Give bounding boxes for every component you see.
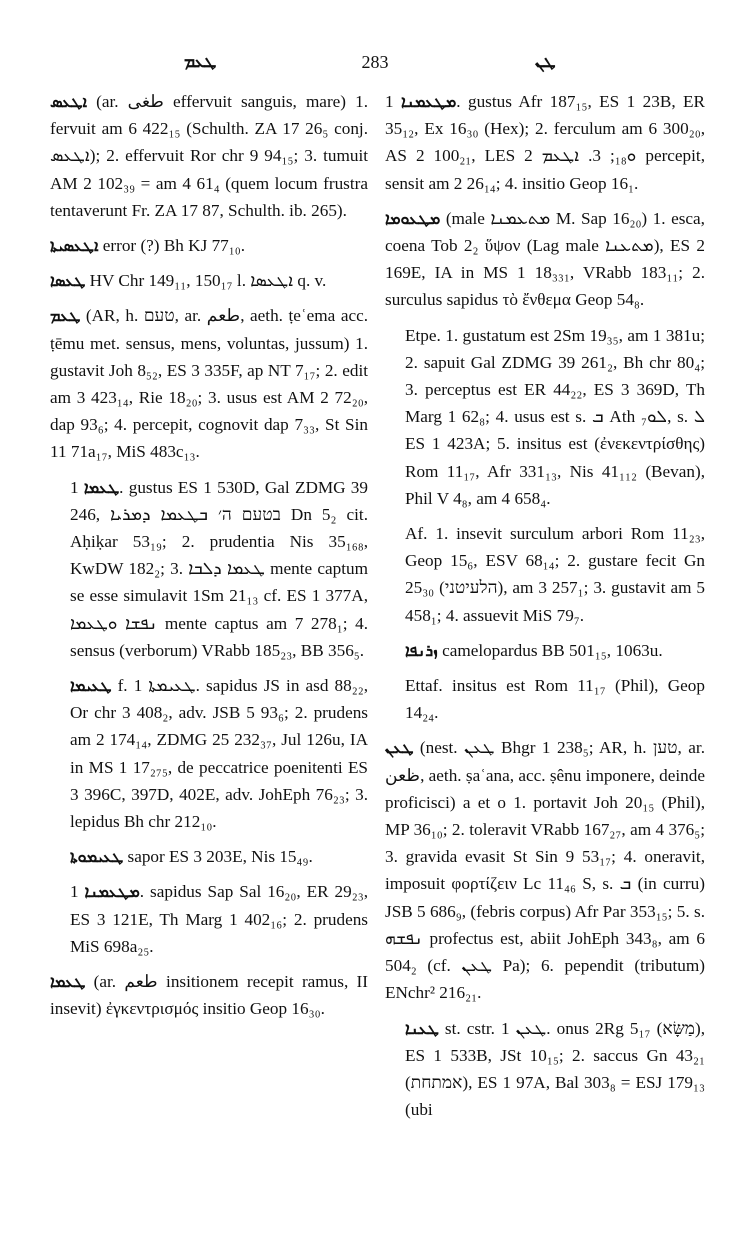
dictionary-subentry — [50, 843, 368, 870]
entry-lemma: ܛܥܝܡܐ — [70, 676, 112, 696]
dictionary-entry — [50, 88, 368, 224]
dictionary-entry — [50, 232, 368, 259]
dictionary-subentry — [50, 878, 368, 960]
entry-lemma: ܡܛܥܡܢܐ — [401, 92, 457, 111]
entry-text: camelopardus BB 501₁₅, 1063u. — [442, 640, 663, 660]
entry-text: 1. gustus Afr 187₁₅, ES 1 23B, ER 35₁₂, Ex 16₃₀ (Hex); 2. ferculum am 6 300₂₀, AS 2 100₂₁, LES 2 ܘ₁₈; 3. ܐܛܥܡ percepit, sensit am 2 26₁₄; 4. insitio Geop 16₁. — [385, 92, 705, 193]
dictionary-entry — [50, 302, 368, 465]
entry-lemma: ܛܥܢܐ — [405, 1018, 439, 1038]
entry-lemma: ܛܥܝܡܘܬܐ — [70, 847, 124, 867]
entry-lemma: ܛܥܢ — [385, 738, 414, 758]
entry-text: (nest. ܛܥܢ Bhgr 1 238₅; AR, h. טען, ar. ظعن, aeth. ṣaʿana, acc. ṣênu imponere, deinde proficisci) a et o 1. portavit Joh 20₁₅ (Phil), MP 36₁₀; 2. toleravit VRabb 167₂₇, am 4 376₅; 3. gravida evasit St Sin 9 53₁₇; 4. oneravit, imposuit φορτίζειν Lc 11₄₆ S, s. ܒ (in curru) JSB 5 686₉, (febris corpus) Afr Par 353₁₅; 5. s. ܢܦܫܗ profectus est, abiit JohEph 343₈, am 6 504₂ (cf. ܛܥܢ Pa); 6. pependit (tributum) ENchr² 216₂₁. — [385, 738, 705, 1003]
entry-text: (ar. طعم insitionem recepit ramus, II insevit) ἐγκεντρισμός insitio Geop 16₃₀. — [50, 972, 368, 1019]
entry-text: HV Chr 149₁₁, 150₁₇ l. ܐܛܥܣܐ q. v. — [89, 271, 327, 291]
entry-lemma: ܐܛܥܣ — [50, 92, 87, 111]
entry-lemma: ܛܥܡܐ — [83, 477, 120, 497]
running-head-left: ܛܥܡ — [184, 52, 217, 72]
entry-text: Af. 1. insevit surculum arbori Rom 11₂₃, Geop 15₆, ESV 68₁₄; 2. gustare fecit Gn 25₃₀ (הלעיטני), am 3 257₁; 3. gustavit am 5 458₁; 4. assuevit MiS 79₇. — [405, 524, 705, 625]
page-number: 283 — [361, 52, 389, 72]
entry-lemma: ܡܛܥܡܢܐ — [84, 882, 140, 902]
entry-text: (ar. طغى effervuit sanguis, mare) 1. fervuit am 6 422₁₅ (Schulth. ZA 17 26₅ conj. ܐܛܥܣ); 2. effervuit Ror chr 9 94₁₅; 3. tumuit AM 2 102₃₉ = am 4 61₄ (quem locum frustra tentaverunt Fr. ZA 17 87, Schulth. ib. 265). — [50, 92, 369, 220]
dictionary-subentry — [385, 672, 705, 726]
dictionary-entry — [50, 267, 368, 294]
entry-text: (male ܡܬܥܡܢܐ M. Sap 16₂₀) 1. esca, coena Tob 2₂ ὕψον (Lag male ܡܬܥܢܐ), ES 2 169E, IA in MS 1 18₃₃₁, VRabb 183₁₁; 2. surculus sapidus τὸ ἔνθεμα Geop 54₈. — [385, 208, 705, 310]
entry-text: 1. sapidus Sap Sal 16₂₀, ER 29₂₃, ES 3 121E, Th Marg 1 402₁₆; 2. prudens MiS 698a₂₅. — [70, 882, 368, 956]
page-header — [0, 52, 750, 82]
dictionary-entry — [385, 88, 705, 197]
entry-text: Etpe. 1. gustatum est 2Sm 19₃₅, am 1 381u; 2. sapuit Gal ZDMG 39 261₂, Bh chr 80₄; 3. perceptus est ER 44₂₂, ES 3 369D, Th Marg 1 62₈; 4. usus est s. ܒ Ath ܠܘ₇, s. ܠ ES 1 423A; 5. insitus est (ἐνεκεντρίσθης) Rom 11₁₇, Afr 331₁₃, Nis 41₁₁₂ (Bevan), Phil V 4₈, am 4 658₄. — [405, 325, 706, 508]
left-column — [50, 88, 368, 1031]
dictionary-entry — [385, 734, 705, 1006]
dictionary-subentry — [50, 474, 368, 664]
dictionary-subentry — [385, 322, 705, 512]
entry-text: f. ܛܥܝܡܬܐ 1. sapidus JS in asd 88₂₂, Or chr 3 408₂, adv. JSB 5 93₆; 2. prudens am 2 174₁₄, ZDMG 25 232₃₇, Jul 126u, IA in MS 1 17₂₇₅, de peccatrice poenitenti ES 3 396C, 397D, 402E, adv. JohEph 76₂₃; 3. lepidus Bh chr 212₁₀. — [70, 676, 369, 832]
dictionary-subentry — [50, 672, 368, 835]
right-column — [385, 88, 705, 1131]
running-head-right: ܛܢ — [535, 52, 556, 72]
entry-lemma: ܛܥܡ — [50, 306, 81, 326]
dictionary-subentry — [385, 1015, 705, 1124]
dictionary-subentry — [385, 520, 705, 629]
entry-text: st. cstr. ܛܥܢ 1. onus 2Rg 5₁₇ (מַשָּׂא), ES 1 533B, JSt 10₁₅; 2. saccus Gn 43₂₁ (אמתחת), ES 1 97A, Bal 303₈ = ESJ 179₁₃ (ubi — [405, 1018, 706, 1120]
entry-lemma: ܛܥܡܐ — [50, 972, 86, 992]
entry-text: sapor ES 3 203E, Nis 15₄₉. — [127, 847, 313, 867]
dictionary-subentry — [385, 637, 705, 664]
dictionary-entry — [50, 968, 368, 1022]
entry-text: (AR, h. טעם, ar. طعم, aeth. ṭeʿema acc. ṭēmu met. sensus, mens, voluntas, jussum) 1. gustavit Joh 8₅₂, ES 3 335F, ap NT 7₁₇; 2. edit am 3 423₁₄, Rie 18₂₀; 3. usus est AM 2 72₂₀, dap 93₆; 4. percepit, cognovit dap 7₃₃, St Sin 11 71a₁₇, MiS 483c₁₃. — [50, 306, 369, 462]
entry-text: Ettaf. insitus est Rom 11₁₇ (Phil), Geop 14₂₄. — [405, 676, 705, 723]
entry-text: 1. gustus ES 1 530D, Gal ZDMG 39 246, בטעם ה׳ ܒܛܥܡܐ ܕܡܪܝܐ Dn 5₂ cit. Aḥiḳar 53₁₉; 2. prudentia Nis 35₁₆₈, KwDW 182₂; 3. ܛܥܡܐ ܕܠܒܐ mente captum se esse simulavit 1Sm 21₁₃ cf. ES 1 377A, ܢܦܫܐ ܘܛܥܡܐ mente captus am 7 278₁; 4. sensus (verborum) VRabb 185₂₃, BB 356₅. — [70, 477, 369, 660]
entry-lemma: ܡܛܥܘܡܐ — [385, 208, 441, 228]
dictionary-entry — [385, 205, 705, 314]
entry-text: error (?) Bh KJ 77₁₀. — [102, 236, 246, 256]
entry-lemma: ܛܥܣܐ — [50, 271, 86, 291]
entry-lemma: ܙܪܢܦܐ — [405, 640, 438, 660]
entry-lemma: ܐܛܥܣܝܬܐ — [50, 236, 99, 256]
